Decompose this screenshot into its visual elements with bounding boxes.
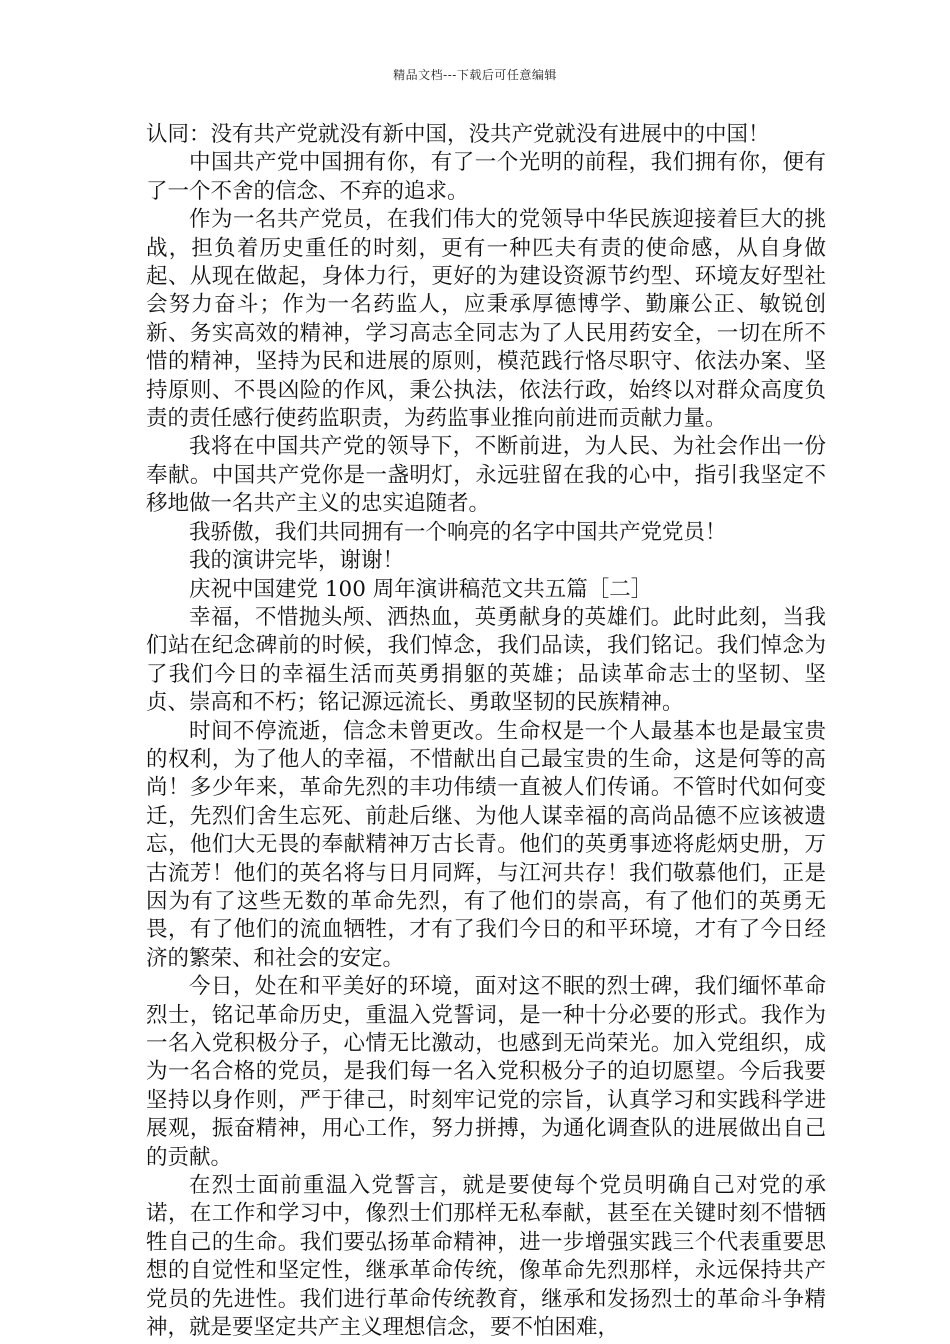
paragraph: 我骄傲，我们共同拥有一个响亮的名字中国共产党党员！ xyxy=(189,519,727,545)
paragraph: 时间不停流逝，信念未曾更改。生命权是一个人最基本也是最宝贵的权利，为了他人的幸福，不惜献出自己最宝贵的生命，这是何等的高尚！多少年来，革命先烈的丰功伟绩一直被人们传诵。不管时代如何变迁，先烈们舍生忘死、前赴后继、为他人谋幸福的高尚品德不应该被遗忘，他们大无畏的奉献精神万古长青。他们的英勇事迹将彪炳史册，万古流芳！他们的英名将与日月同辉，与江河共存！我们敬慕他们，正是因为有了这些无数的革命先烈，有了他们的崇高，有了他们的英勇无畏，有了他们的流血牺牲，才有了我们今日的和平环境，才有了今日经济的繁荣、和社会的安定。 xyxy=(146,718,826,971)
document-body xyxy=(146,121,826,1342)
paragraph: 作为一名共产党员，在我们伟大的党领导中华民族迎接着巨大的挑战，担负着历史重任的时刻，更有一种匹夫有责的使命感，从自身做起、从现在做起，身体力行，更好的为建设资源节约型、环境友好型社会努力奋斗；作为一名药监人，应秉承厚德博学、勤廉公正、敏锐创新、务实高效的精神，学习高志全同志为了人民用药安全，一切在所不惜的精神，坚持为民和进展的原则，模范践行恪尽职守、依法办案、坚持原则、不畏凶险的作风，秉公执法，依法行政，始终以对群众高度负责的责任感行使药监职责，为药监事业推向前进而贡献力量。 xyxy=(146,207,826,432)
section-heading: 庆祝中国建党 100 周年演讲稿范文共五篇［二］ xyxy=(189,576,653,602)
paragraph: 幸福，不惜抛头颅、洒热血，英勇献身的英雄们。此时此刻，当我们站在纪念碑前的时候，我们悼念，我们品读，我们铭记。我们悼念为了我们今日的幸福生活而英勇捐躯的英雄；品读革命志士的坚韧、坚贞、崇高和不朽；铭记源远流长、勇敢坚韧的民族精神。 xyxy=(146,604,826,716)
paragraph: 今日，处在和平美好的环境，面对这不眠的烈士碑，我们缅怀革命烈士，铭记革命历史，重温入党誓词，是一种十分必要的形式。我作为一名入党积极分子，心情无比激动，也感到无尚荣光。加入党组织，成为一名合格的党员，是我们每一名入党积极分子的迫切愿望。今后我要坚持以身作则，严于律己，时刻牢记党的宗旨，认真学习和实践科学进展观，振奋精神，用心工作，努力拼搏，为通化调查队的进展做出自己的贡献。 xyxy=(146,974,826,1170)
paragraph: 我将在中国共产党的领导下，不断前进，为人民、为社会作出一份奉献。中国共产党你是一盏明灯，永远驻留在我的心中，指引我坚定不移地做一名共产主义的忠实追随者。 xyxy=(146,434,826,517)
paragraph: 我的演讲完毕，谢谢！ xyxy=(189,548,405,574)
paragraph: 中国共产党中国拥有你，有了一个光明的前程，我们拥有你，便有了一个不舍的信念、不弃的追求。 xyxy=(146,150,826,204)
page-header: 精品文档---下载后可任意编辑 xyxy=(393,68,557,82)
paragraph: 认同：没有共产党就没有新中国，没共产党就没有进展中的中国！ xyxy=(146,122,770,147)
paragraph: 在烈士面前重温入党誓言，就是要使每个党员明确自己对党的承诺，在工作和学习中，像烈士们那样无私奉献，甚至在关键时刻不惜牺牲自己的生命。我们要弘扬革命精神，进一步增强实践三个代表重要思想的自觉性和坚定性，继承革命传统，像革命先烈那样，永远保持共产党员的先进性。我们进行革命传统教育，继承和发扬烈士的革命斗争精神，就是要坚定共产主义理想信念，要不怕困难， xyxy=(146,1173,826,1341)
